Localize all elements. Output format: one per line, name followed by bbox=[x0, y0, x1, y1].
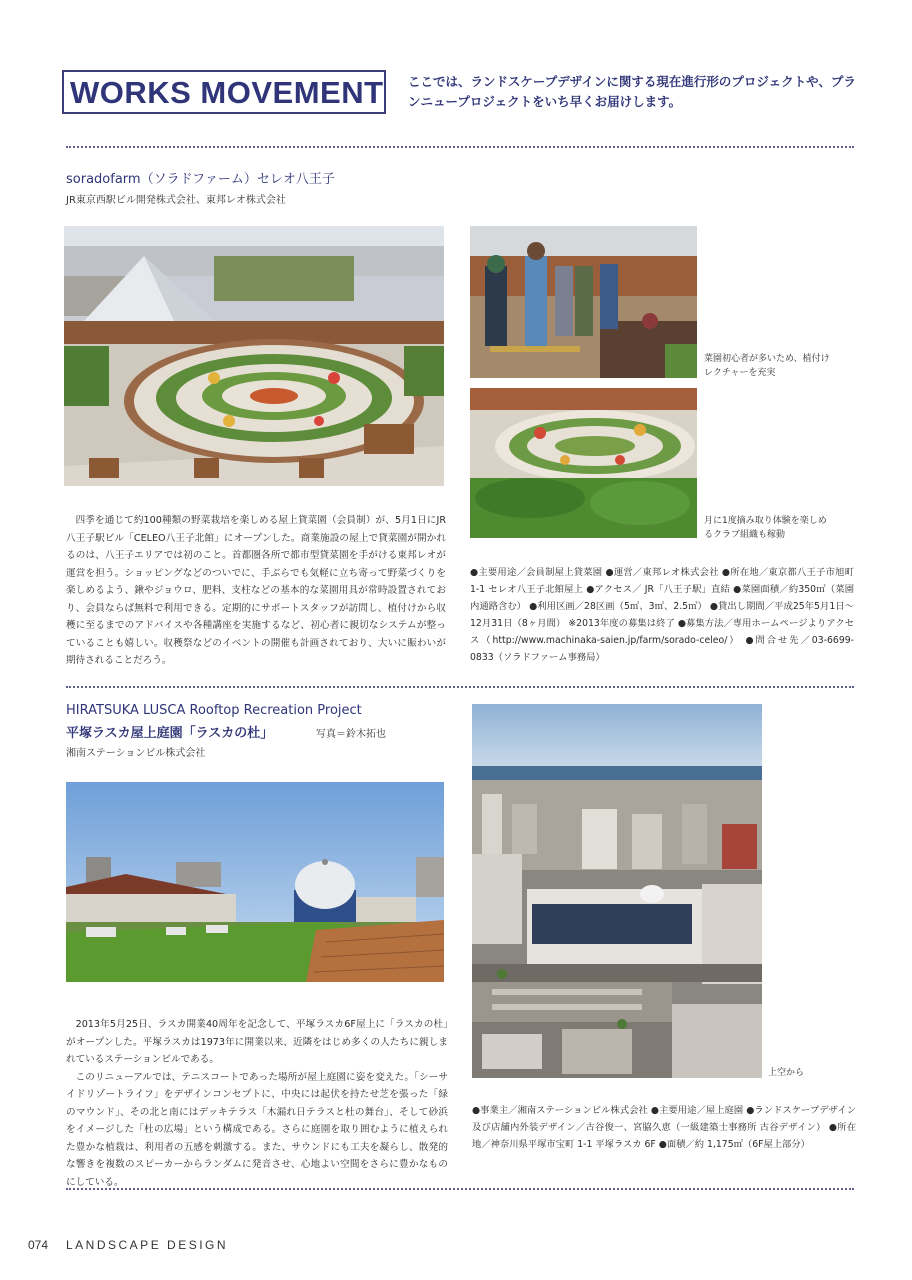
section2-title-en: HIRATSUKA LUSCA Rooftop Recreation Project bbox=[66, 703, 362, 718]
dotted-divider bbox=[66, 146, 854, 148]
harvest-garden-photo bbox=[470, 388, 697, 538]
section2-body: 2013年5月25日、ラスカ開業40周年を記念して、平塚ラスカ6F屋上に「ラスカの杜」がオープンした。平塚ラスカは1973年に開業以来、近隣をはじめ多くの人たちに親しまれているステーションビルである。 このリニューアルでは、テニスコートであった場所が屋上庭園に姿を変えた。「シーサイドリゾートライフ」をデザインコンセプトに、中央には起伏を持たせ芝を張った「緑のマウンド」、その北と南にはデッキテラス「木漏れ日テラスと杜の舞台」、そして砂浜をイメージした「杜の広場」という構成である。さらに庭園を取り囲むように植えられた豊かな植栽は、利用者の五感を刺激する。また、サウンドにも工夫を凝らし、散発的な響きを複数のスピーカーからランダムに発音させ、心地よい空間をさらに豊かなものにしている。 bbox=[66, 1019, 448, 1188]
page-number: 074 bbox=[28, 1238, 49, 1252]
planting-lecture-photo bbox=[470, 226, 697, 378]
caption-harvest-club: 月に1度摘み取り体験を楽しめるクラブ組織も稼動 bbox=[704, 516, 827, 540]
photo-credit: 写真＝鈴木拓也 bbox=[316, 729, 386, 740]
section1-subtitle: JR東京西駅ビル開発株式会社、東邦レオ株式会社 bbox=[66, 195, 286, 206]
section2-subtitle: 湘南ステーションビル株式会社 bbox=[66, 748, 206, 759]
dotted-divider bbox=[66, 1188, 854, 1190]
section1-title: soradofarm（ソラドファーム）セレオ八王子 bbox=[66, 172, 335, 187]
rooftop-garden-photo bbox=[66, 782, 444, 982]
caption-planting-lecture: 菜園初心者が多いため、植付けレクチャーを充実 bbox=[704, 354, 830, 378]
magazine-name: LANDSCAPE DESIGN bbox=[66, 1238, 229, 1252]
section1-body: 四季を通じて約100種類の野菜栽培を楽しめる屋上貸菜園（会員制）が、5月1日にJR八王子駅ビル「CELEO八王子北館」にオープンした。商業施設の屋上で貸菜園が開かれるのは、八王子エリアでは初のこと。首都圏各所で都市型貸菜園を手がける東邦レオが運営を担う。ショッピングなどのついでに、手ぶらでも気軽に立ち寄って野菜づくりを楽しめるよう、鍬やジョウロ、肥料、支柱などの基本的な菜園用具が常時設置されており、会員ならば無料で利用できる。定期的にサポートスタッフが訪問し、植付けから収穫に至るまでのアドバイスや各種講座を実施するなど、初心者に親切なシステムが整っていることも嬉しい。収穫祭などのイベントの開催も計画されており、大いに賑わいが期待されることだろう。 bbox=[66, 515, 446, 666]
section2-info: ●事業主／湘南ステーションビル株式会社 ●主要用途／屋上庭園 ●ランドスケープデザイン及び店舗内外装デザイン／古谷俊一、宮脇久恵（一級建築士事務所 古谷デザイン） ●所在地／神奈川県平塚市宝町 1-1 平塚ラスカ 6F ●面積／約 1,175㎡（6F屋上部分） bbox=[472, 1105, 856, 1150]
section1-info: ●主要用途／会員制屋上貸菜園 ●運営／東邦レオ株式会社 ●所在地／東京都八王子市旭町 1-1 セレオ八王子北館屋上 ●アクセス／ JR「八王子駅」直結 ●菜園面積／約350㎡（菜園内通路含む） ●利用区画／28区画（5㎡、3㎡、2.5㎡） ●貸出し期間／平成25年5月1日〜12月31日（8ヶ月間） ※2013年度の募集は終了 ●募集方法／専用ホームページよりアクセス（http://www.machinaka-saien.jp/farm/sorado-celeo/） ●問合せ先／03-6699-0833（ソラドファーム事務局） bbox=[470, 567, 854, 663]
rooftop-farm-photo bbox=[64, 226, 444, 486]
header-intro: ここでは、ランドスケープデザインに関する現在進行形のプロジェクトや、プランニュープロジェクトをいち早くお届けします。 bbox=[408, 74, 856, 109]
aerial-view-photo bbox=[472, 704, 762, 1078]
caption-aerial: 上空から bbox=[768, 1068, 805, 1078]
page-title: WORKS MOVEMENT bbox=[70, 75, 384, 110]
dotted-divider bbox=[66, 686, 854, 688]
section2-title-jp: 平塚ラスカ屋上庭園「ラスカの杜」 bbox=[66, 726, 274, 741]
